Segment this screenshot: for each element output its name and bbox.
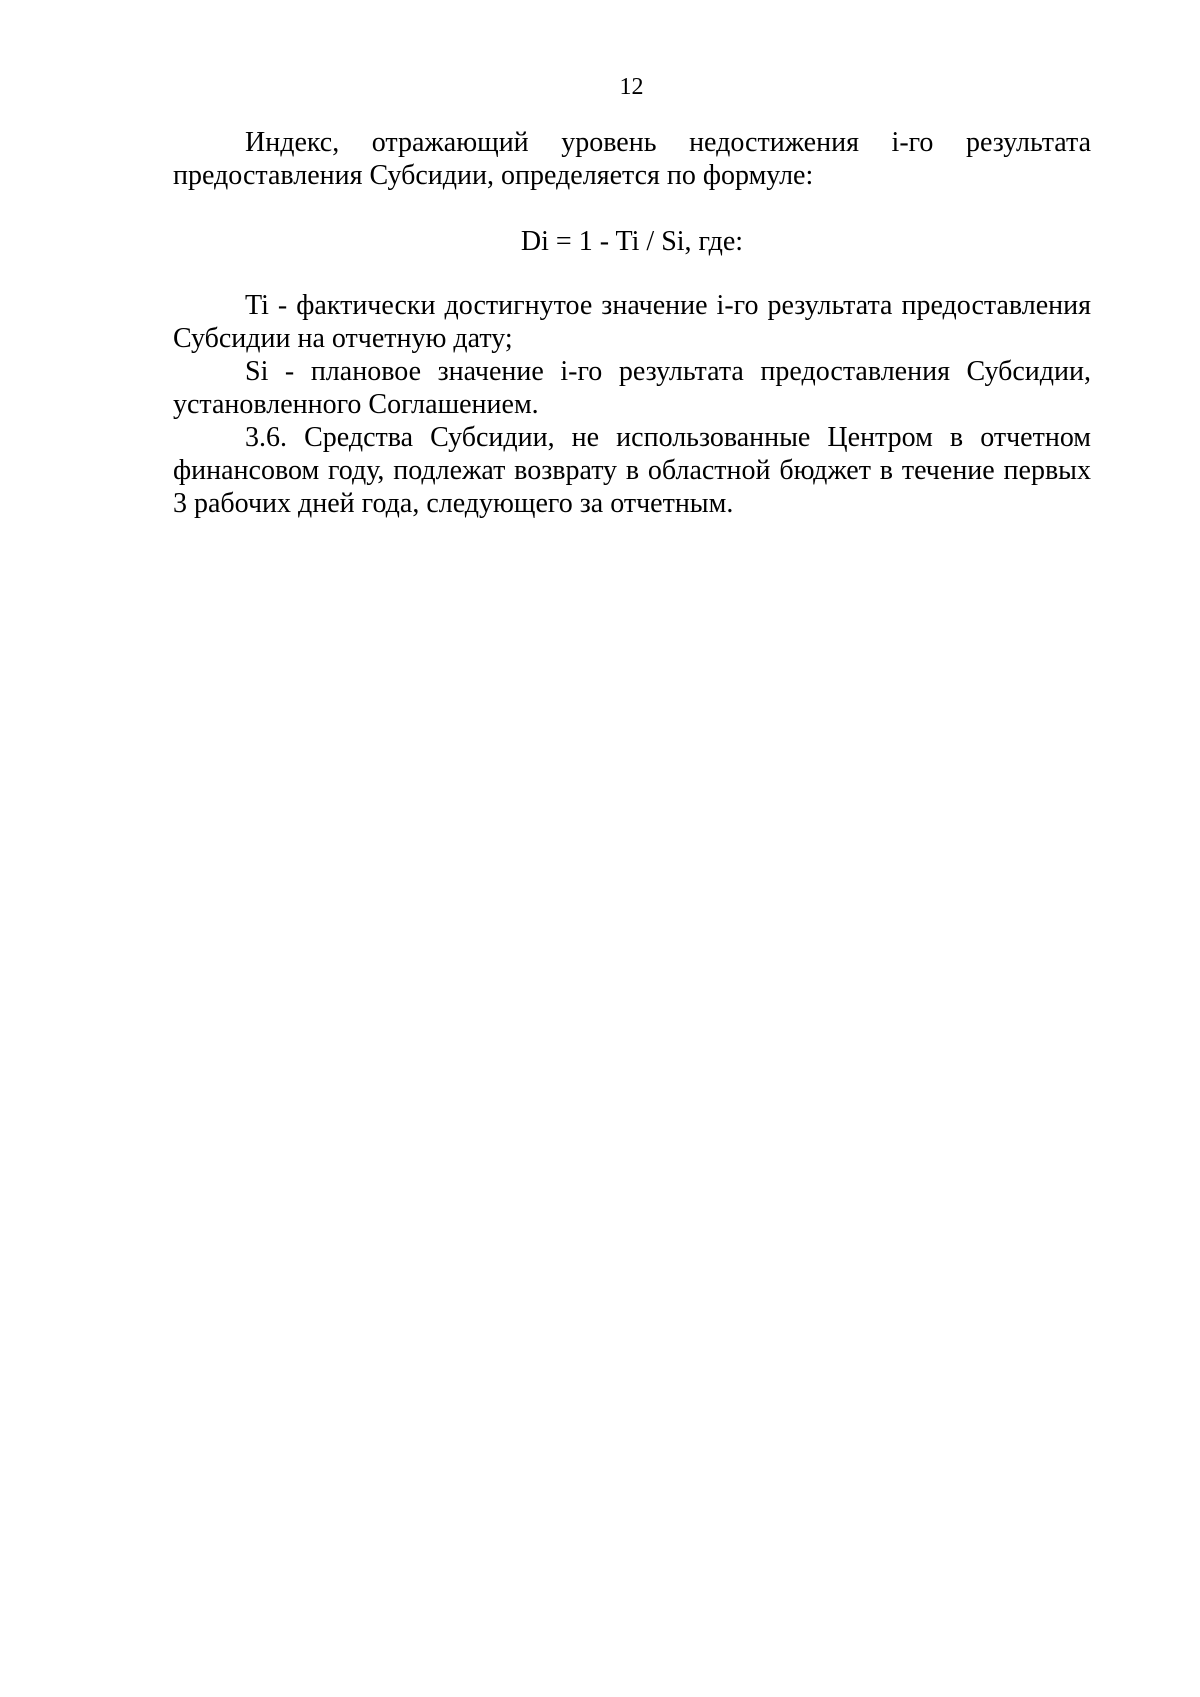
intro-paragraph: Индекс, отражающий уровень недостижения i-го результата предоставления Субсидии, определяется по формуле: [173, 127, 1091, 191]
si-definition-paragraph: Si - плановое значение i-го результата предоставления Субсидии, установленного Соглашением. [173, 356, 1091, 420]
ti-definition-paragraph: Ti - фактически достигнутое значение i-го результата предоставления Субсидии на отчетную дату; [173, 290, 1091, 354]
clause-3-6-paragraph: 3.6. Средства Субсидии, не использованные Центром в отчетном финансовом году, подлежат возврату в областной бюджет в течение первых 3 рабочих дней года, следующего за отчетным. [173, 422, 1091, 519]
formula: Di = 1 - Ti / Si, где: [520, 226, 744, 257]
document-body [173, 126, 1091, 520]
page-number: 12 [619, 74, 644, 100]
